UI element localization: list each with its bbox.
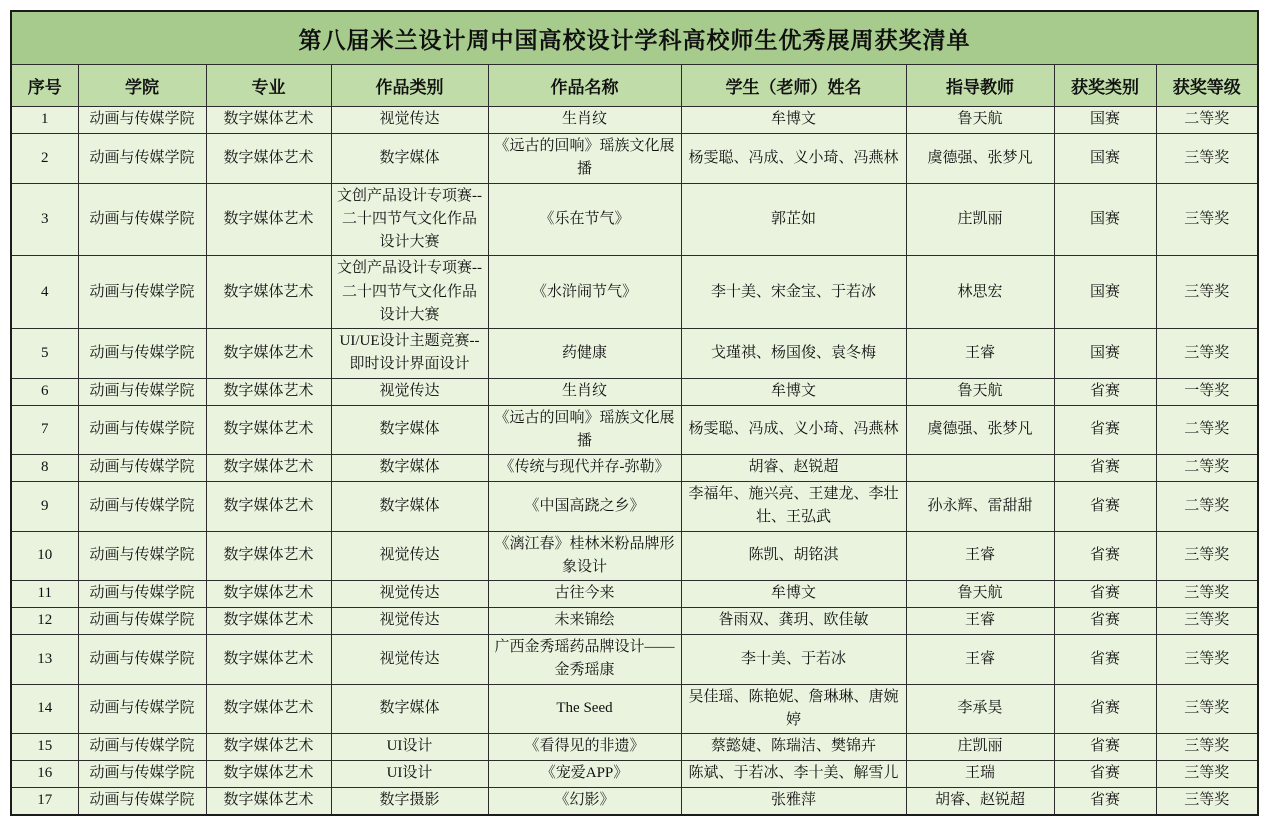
table-cell: 王睿: [906, 635, 1054, 685]
table-cell: 数字媒体: [331, 455, 488, 482]
table-cell: 《宠爱APP》: [488, 761, 681, 788]
table-cell: UI设计: [331, 734, 488, 761]
table-cell: 《漓江春》桂林米粉品牌形象设计: [488, 531, 681, 581]
table-cell: 动画与传媒学院: [78, 455, 206, 482]
table-cell: 数字媒体艺术: [206, 256, 331, 329]
table-cell: [906, 455, 1054, 482]
table-cell: 省赛: [1054, 531, 1156, 581]
table-cell: 省赛: [1054, 581, 1156, 608]
table-cell: 动画与传媒学院: [78, 684, 206, 734]
table-cell: 王睿: [906, 608, 1054, 635]
table-cell: 杨雯聪、冯成、义小琦、冯燕林: [681, 405, 906, 455]
table-cell: 广西金秀瑶药品牌设计——金秀瑶康: [488, 635, 681, 685]
column-header: 获奖等级: [1156, 65, 1258, 107]
table-cell: 三等奖: [1156, 134, 1258, 184]
table-cell: 数字媒体艺术: [206, 455, 331, 482]
table-cell: 省赛: [1054, 455, 1156, 482]
table-cell: 数字媒体艺术: [206, 183, 331, 256]
table-cell: 13: [11, 635, 78, 685]
table-row: [11, 482, 1258, 532]
table-cell: 鲁天航: [906, 581, 1054, 608]
table-row: [11, 405, 1258, 455]
table-cell: 三等奖: [1156, 581, 1258, 608]
table-cell: 数字媒体艺术: [206, 581, 331, 608]
column-header: 作品类别: [331, 65, 488, 107]
table-row: [11, 608, 1258, 635]
table-cell: 国赛: [1054, 107, 1156, 134]
table-cell: 鲁天航: [906, 107, 1054, 134]
table-cell: 数字媒体艺术: [206, 329, 331, 379]
table-cell: 《远古的回响》瑶族文化展播: [488, 405, 681, 455]
table-row: [11, 761, 1258, 788]
table-row: [11, 378, 1258, 405]
table-cell: 数字媒体: [331, 405, 488, 455]
table-cell: 生肖纹: [488, 107, 681, 134]
table-cell: 李福年、施兴亮、王建龙、李壮壮、王弘武: [681, 482, 906, 532]
table-row: [11, 256, 1258, 329]
table-cell: 庄凯丽: [906, 734, 1054, 761]
table-cell: 二等奖: [1156, 455, 1258, 482]
table-cell: 《看得见的非遗》: [488, 734, 681, 761]
table-cell: 孙永辉、雷甜甜: [906, 482, 1054, 532]
table-body: [11, 107, 1258, 816]
table-cell: 李承昊: [906, 684, 1054, 734]
table-row: [11, 581, 1258, 608]
table-cell: 三等奖: [1156, 635, 1258, 685]
table-cell: 昝雨双、龚玥、欧佳敏: [681, 608, 906, 635]
table-cell: 10: [11, 531, 78, 581]
table-cell: 国赛: [1054, 134, 1156, 184]
table-cell: 17: [11, 788, 78, 816]
table-row: [11, 788, 1258, 816]
table-row: [11, 455, 1258, 482]
table-cell: 李十美、宋金宝、于若冰: [681, 256, 906, 329]
table-cell: 三等奖: [1156, 329, 1258, 379]
table-row: [11, 635, 1258, 685]
table-cell: 视觉传达: [331, 608, 488, 635]
table-row: [11, 531, 1258, 581]
table-cell: 郭芷如: [681, 183, 906, 256]
table-row: [11, 329, 1258, 379]
table-cell: 《传统与现代并存-弥勒》: [488, 455, 681, 482]
table-cell: 数字摄影: [331, 788, 488, 816]
table-cell: 9: [11, 482, 78, 532]
table-cell: 省赛: [1054, 378, 1156, 405]
table-cell: 视觉传达: [331, 531, 488, 581]
table-cell: 1: [11, 107, 78, 134]
table-cell: 数字媒体艺术: [206, 405, 331, 455]
table-cell: 二等奖: [1156, 107, 1258, 134]
table-cell: 动画与传媒学院: [78, 329, 206, 379]
table-cell: 动画与传媒学院: [78, 405, 206, 455]
table-cell: 文创产品设计专项赛--二十四节气文化作品设计大赛: [331, 256, 488, 329]
table-cell: 视觉传达: [331, 635, 488, 685]
table-cell: 数字媒体艺术: [206, 107, 331, 134]
table-cell: 王睿: [906, 329, 1054, 379]
table-row: [11, 134, 1258, 184]
header-row: [11, 65, 1258, 107]
table-cell: 《中国高跷之乡》: [488, 482, 681, 532]
column-header: 学院: [78, 65, 206, 107]
table-cell: 药健康: [488, 329, 681, 379]
table-cell: 数字媒体艺术: [206, 378, 331, 405]
table-cell: 数字媒体艺术: [206, 608, 331, 635]
table-cell: 省赛: [1054, 684, 1156, 734]
table-cell: 动画与传媒学院: [78, 531, 206, 581]
table-cell: 三等奖: [1156, 183, 1258, 256]
table-cell: 李十美、于若冰: [681, 635, 906, 685]
table-cell: 生肖纹: [488, 378, 681, 405]
table-cell: 鲁天航: [906, 378, 1054, 405]
table-cell: 张雅萍: [681, 788, 906, 816]
table-cell: 省赛: [1054, 734, 1156, 761]
table-cell: 虞德强、张梦凡: [906, 134, 1054, 184]
table-cell: 牟博文: [681, 581, 906, 608]
table-cell: 国赛: [1054, 183, 1156, 256]
table-cell: 三等奖: [1156, 531, 1258, 581]
table-cell: 数字媒体艺术: [206, 788, 331, 816]
table-cell: 6: [11, 378, 78, 405]
table-row: [11, 734, 1258, 761]
table-cell: UI设计: [331, 761, 488, 788]
table-cell: 三等奖: [1156, 734, 1258, 761]
column-header: 序号: [11, 65, 78, 107]
table-cell: 数字媒体艺术: [206, 134, 331, 184]
awards-table: [10, 10, 1259, 816]
table-cell: 蔡懿婕、陈瑞洁、樊锦卉: [681, 734, 906, 761]
table-cell: 视觉传达: [331, 378, 488, 405]
table-cell: 动画与传媒学院: [78, 378, 206, 405]
table-cell: 《远古的回响》瑶族文化展播: [488, 134, 681, 184]
table-cell: 动画与传媒学院: [78, 761, 206, 788]
column-header: 获奖类别: [1054, 65, 1156, 107]
column-header: 指导教师: [906, 65, 1054, 107]
table-cell: 王瑞: [906, 761, 1054, 788]
table-cell: 陈斌、于若冰、李十美、解雪儿: [681, 761, 906, 788]
table-cell: 数字媒体艺术: [206, 635, 331, 685]
table-cell: 三等奖: [1156, 788, 1258, 816]
table-cell: 数字媒体艺术: [206, 482, 331, 532]
table-cell: 动画与传媒学院: [78, 134, 206, 184]
table-cell: 省赛: [1054, 761, 1156, 788]
table-cell: 胡睿、赵锐超: [681, 455, 906, 482]
table-cell: 12: [11, 608, 78, 635]
table-cell: 11: [11, 581, 78, 608]
table-cell: 省赛: [1054, 405, 1156, 455]
table-cell: 《乐在节气》: [488, 183, 681, 256]
table-cell: 牟博文: [681, 378, 906, 405]
table-cell: 杨雯聪、冯成、义小琦、冯燕林: [681, 134, 906, 184]
table-cell: 数字媒体艺术: [206, 684, 331, 734]
table-cell: 数字媒体: [331, 684, 488, 734]
table-cell: 16: [11, 761, 78, 788]
table-cell: 省赛: [1054, 482, 1156, 532]
table-cell: 15: [11, 734, 78, 761]
table-cell: 牟博文: [681, 107, 906, 134]
table-cell: 动画与传媒学院: [78, 256, 206, 329]
table-cell: 戈瑾祺、杨国俊、袁冬梅: [681, 329, 906, 379]
table-cell: 三等奖: [1156, 761, 1258, 788]
table-cell: 数字媒体艺术: [206, 734, 331, 761]
table-cell: 一等奖: [1156, 378, 1258, 405]
table-cell: 陈凯、胡铭淇: [681, 531, 906, 581]
table-cell: 3: [11, 183, 78, 256]
table-cell: 动画与传媒学院: [78, 788, 206, 816]
table-cell: 数字媒体: [331, 482, 488, 532]
table-cell: 王睿: [906, 531, 1054, 581]
table-cell: 文创产品设计专项赛--二十四节气文化作品设计大赛: [331, 183, 488, 256]
table-cell: 8: [11, 455, 78, 482]
table-cell: 动画与传媒学院: [78, 183, 206, 256]
table-cell: 2: [11, 134, 78, 184]
table-cell: 二等奖: [1156, 405, 1258, 455]
table-cell: 数字媒体: [331, 134, 488, 184]
table-cell: 省赛: [1054, 788, 1156, 816]
table-cell: 三等奖: [1156, 608, 1258, 635]
column-header: 学生（老师）姓名: [681, 65, 906, 107]
table-cell: 数字媒体艺术: [206, 531, 331, 581]
table-cell: 视觉传达: [331, 581, 488, 608]
table-cell: 动画与传媒学院: [78, 107, 206, 134]
table-cell: 视觉传达: [331, 107, 488, 134]
table-cell: 庄凯丽: [906, 183, 1054, 256]
table-cell: 4: [11, 256, 78, 329]
table-cell: UI/UE设计主题竞赛--即时设计界面设计: [331, 329, 488, 379]
column-header: 专业: [206, 65, 331, 107]
table-cell: 《水浒闹节气》: [488, 256, 681, 329]
table-title: 第八届米兰设计周中国高校设计学科高校师生优秀展周获奖清单: [11, 11, 1258, 65]
table-cell: 7: [11, 405, 78, 455]
table-row: [11, 107, 1258, 134]
table-cell: 三等奖: [1156, 256, 1258, 329]
table-cell: 动画与传媒学院: [78, 734, 206, 761]
table-cell: 省赛: [1054, 608, 1156, 635]
table-cell: 数字媒体艺术: [206, 761, 331, 788]
table-cell: 《幻影》: [488, 788, 681, 816]
table-cell: The Seed: [488, 684, 681, 734]
table-cell: 动画与传媒学院: [78, 608, 206, 635]
table-cell: 林思宏: [906, 256, 1054, 329]
table-cell: 二等奖: [1156, 482, 1258, 532]
table-cell: 胡睿、赵锐超: [906, 788, 1054, 816]
table-cell: 国赛: [1054, 329, 1156, 379]
table-cell: 14: [11, 684, 78, 734]
column-header: 作品名称: [488, 65, 681, 107]
table-row: [11, 183, 1258, 256]
table-cell: 动画与传媒学院: [78, 635, 206, 685]
title-row: [11, 11, 1258, 65]
table-cell: 三等奖: [1156, 684, 1258, 734]
table-cell: 未来锦绘: [488, 608, 681, 635]
table-row: [11, 684, 1258, 734]
table-cell: 古往今来: [488, 581, 681, 608]
table-cell: 省赛: [1054, 635, 1156, 685]
table-cell: 吴佳瑶、陈艳妮、詹琳琳、唐婉婷: [681, 684, 906, 734]
table-cell: 5: [11, 329, 78, 379]
table-cell: 动画与传媒学院: [78, 581, 206, 608]
table-cell: 虞德强、张梦凡: [906, 405, 1054, 455]
table-cell: 国赛: [1054, 256, 1156, 329]
table-cell: 动画与传媒学院: [78, 482, 206, 532]
